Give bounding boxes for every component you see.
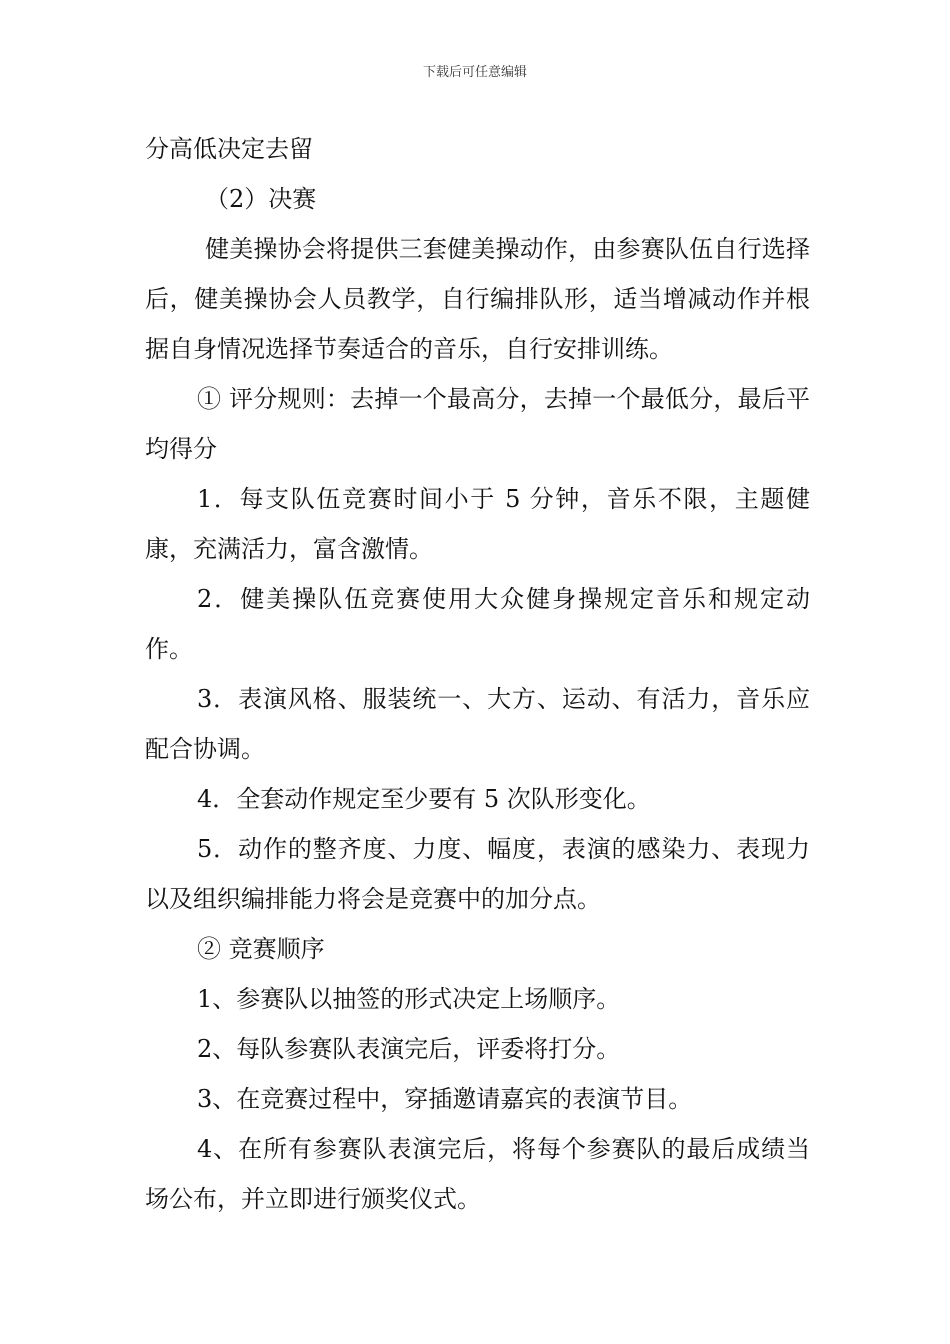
order-item-4: 4、在所有参赛队表演完后，将每个参赛队的最后成绩当场公布，并立即进行颁奖仪式。 — [145, 1135, 810, 1213]
paragraph-continuation: 分高低决定去留 — [145, 135, 313, 163]
rule-item-4: 4．全套动作规定至少要有 5 次队形变化。 — [197, 785, 651, 813]
rule-item-2: 2．健美操队伍竞赛使用大众健身操规定音乐和规定动作。 — [145, 585, 810, 663]
rule-item-1: 1．每支队伍竞赛时间小于 5 分钟，音乐不限，主题健康，充满活力，富含激情。 — [145, 485, 810, 563]
section-heading-final: （2）决赛 — [205, 185, 317, 213]
order-item-2: 2、每队参赛队表演完后，评委将打分。 — [197, 1035, 621, 1063]
document-body — [145, 124, 810, 1224]
order-item-1: 1、参赛队以抽签的形式决定上场顺序。 — [197, 985, 621, 1013]
page-header-note: 下载后可任意编辑 — [422, 65, 527, 80]
order-heading: ② 竞赛顺序 — [197, 935, 325, 963]
rule-item-3: 3．表演风格、服装统一、大方、运动、有活力，音乐应配合协调。 — [145, 685, 810, 763]
scoring-rules-heading: ① 评分规则：去掉一个最高分，去掉一个最低分，最后平均得分 — [145, 385, 810, 463]
paragraph-final-intro: 健美操协会将提供三套健美操动作，由参赛队伍自行选择后，健美操协会人员教学，自行编排队形，适当增减动作并根据自身情况选择节奏适合的音乐，自行安排训练。 — [145, 235, 810, 363]
rule-item-5: 5．动作的整齐度、力度、幅度，表演的感染力、表现力以及组织编排能力将会是竞赛中的加分点。 — [145, 835, 810, 913]
order-item-3: 3、在竞赛过程中，穿插邀请嘉宾的表演节目。 — [197, 1085, 693, 1113]
